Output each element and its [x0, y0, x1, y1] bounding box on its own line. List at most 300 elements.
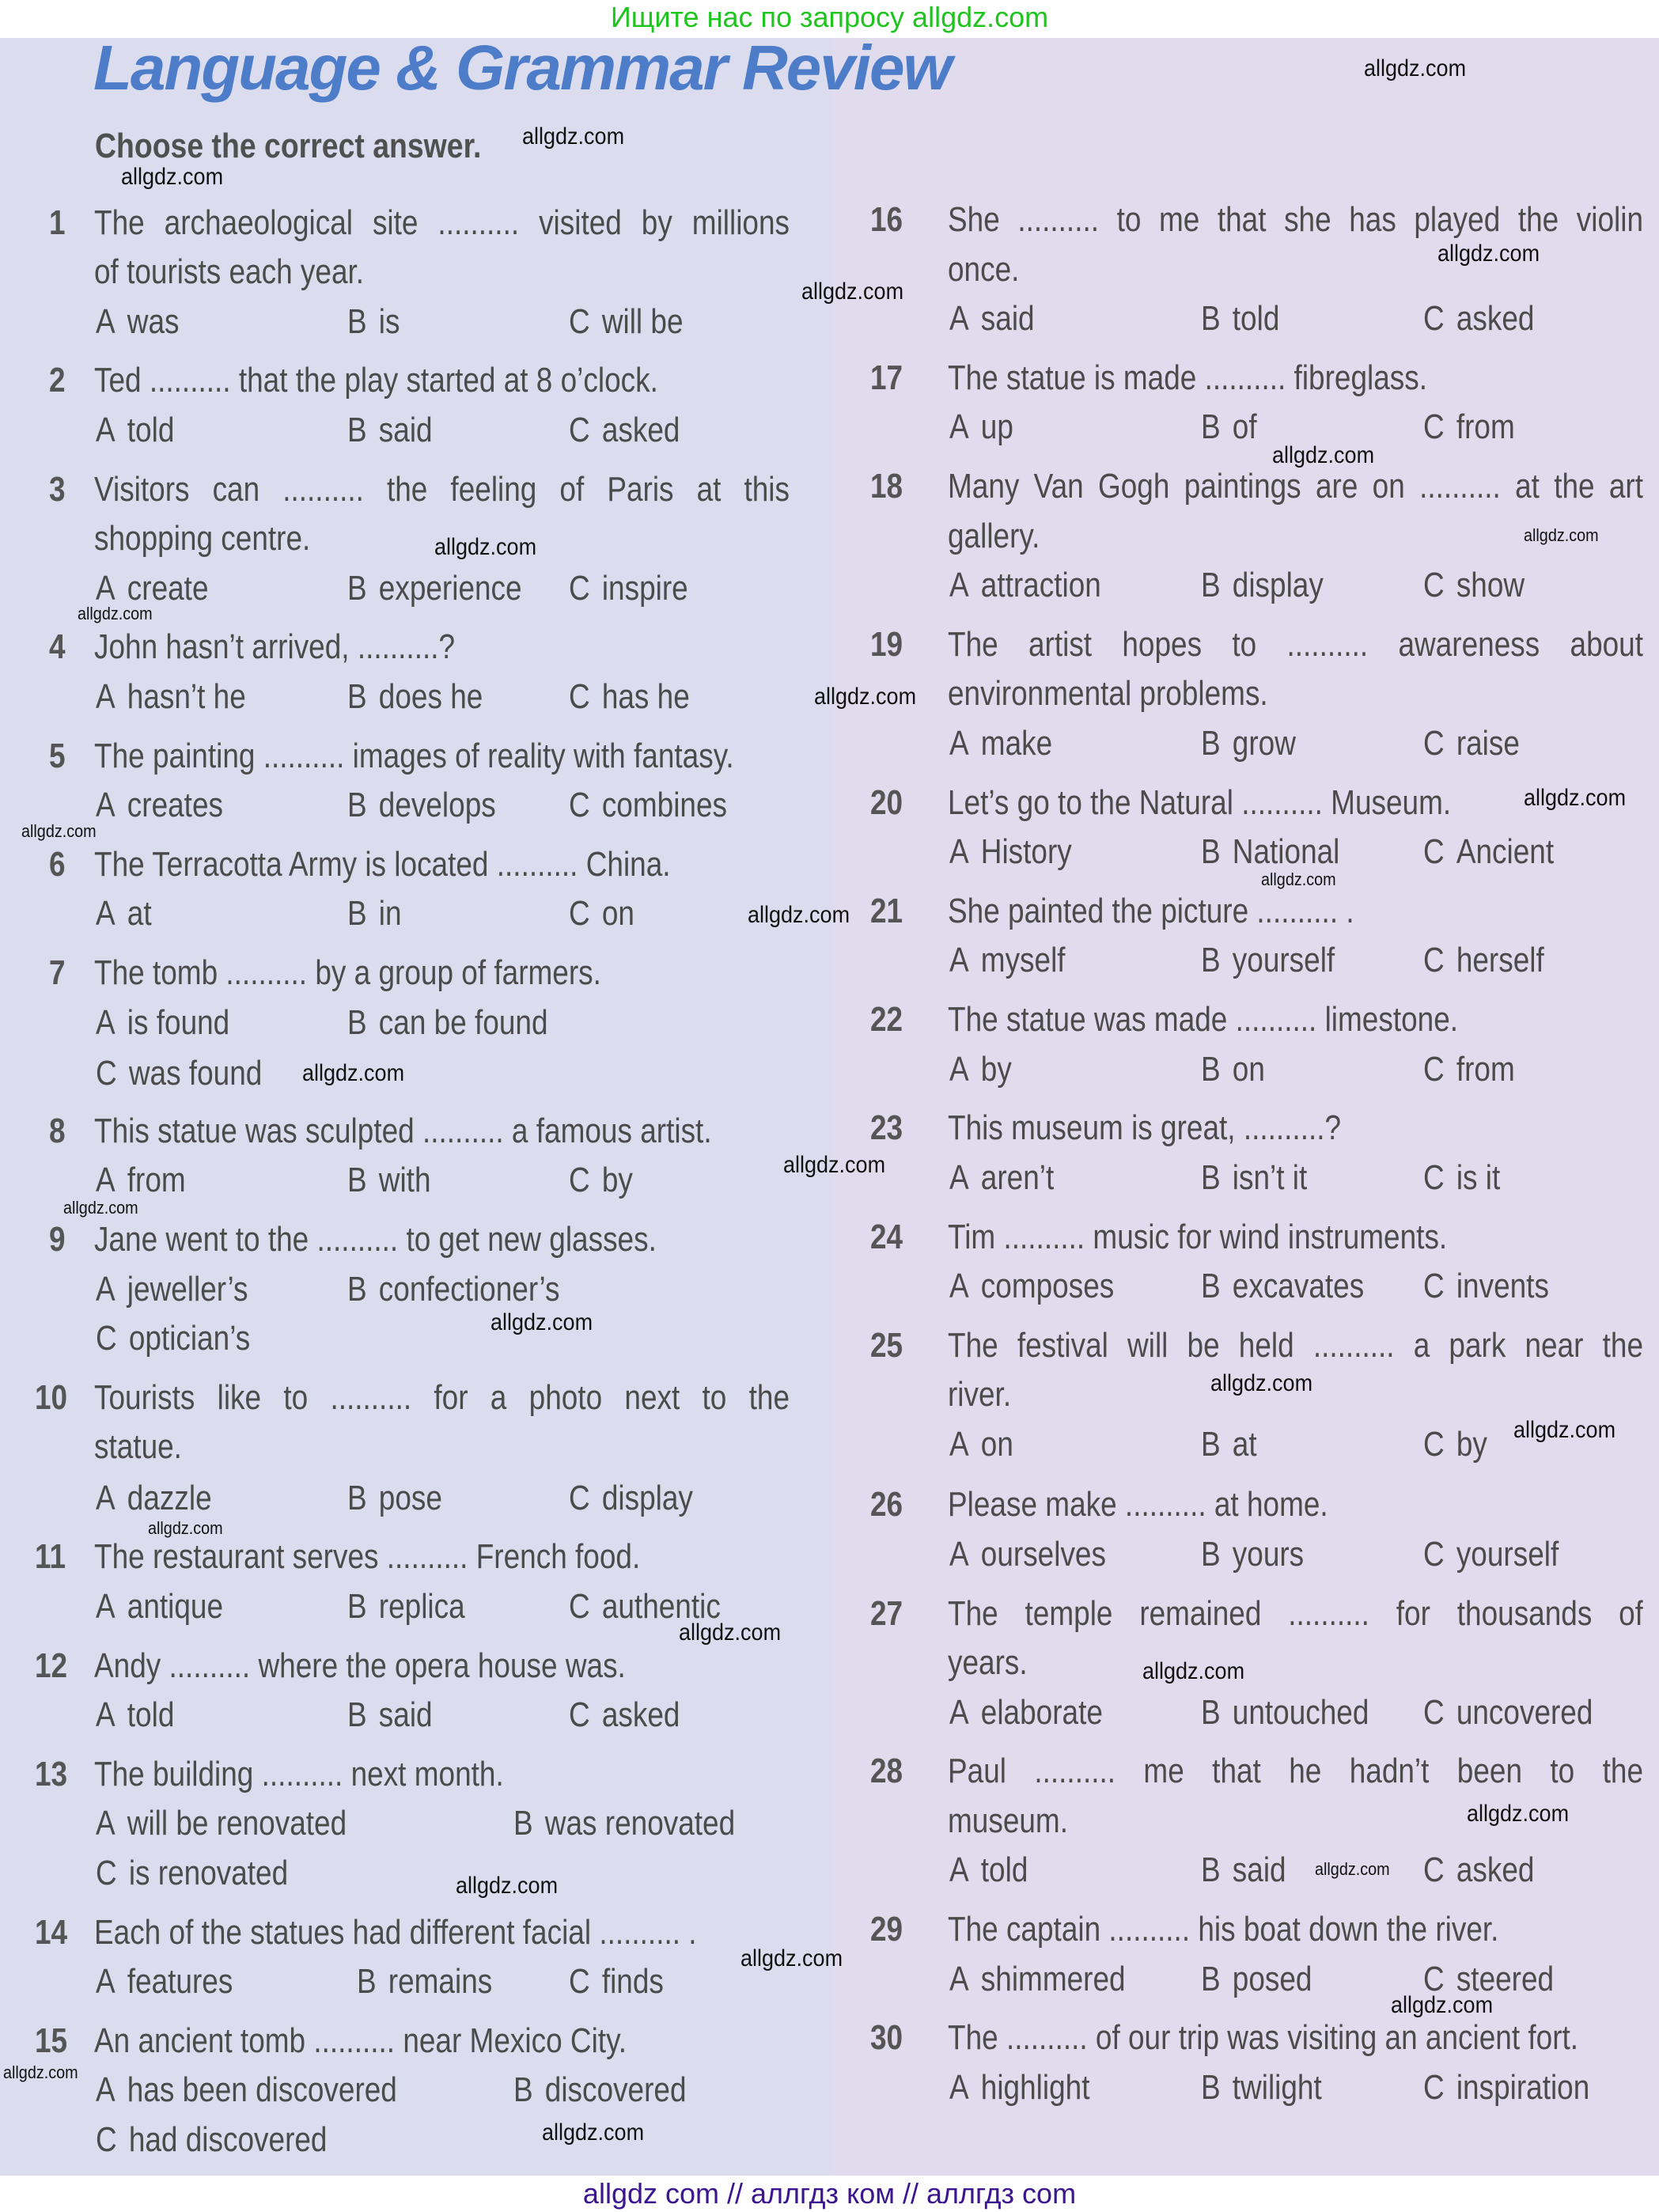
option-letter: A: [96, 1695, 116, 1735]
option-letter: C: [1423, 298, 1445, 338]
option-c[interactable]: [569, 1962, 664, 2002]
option-a[interactable]: [96, 569, 209, 608]
option-text: develops: [378, 786, 496, 825]
option-text: asked: [601, 410, 680, 449]
option-letter: A: [949, 1424, 969, 1464]
option-letter: C: [96, 1053, 118, 1093]
option-letter: C: [1423, 941, 1445, 980]
watermark: allgdz.com: [1261, 869, 1336, 889]
option-letter: B: [513, 1804, 533, 1843]
question-number: 29: [869, 1910, 903, 1949]
option-c[interactable]: [1423, 407, 1515, 447]
option-a[interactable]: [949, 832, 1072, 872]
option-a[interactable]: [96, 677, 246, 717]
option-a[interactable]: [949, 1267, 1114, 1306]
option-a[interactable]: [949, 724, 1052, 763]
option-b[interactable]: [1201, 566, 1324, 605]
option-a[interactable]: [96, 1804, 347, 1843]
question-number: 15: [35, 2021, 68, 2060]
option-b[interactable]: [1201, 1425, 1257, 1464]
option-b[interactable]: [513, 2070, 687, 2110]
option-letter: C: [568, 676, 590, 716]
option-b[interactable]: [347, 1695, 433, 1735]
option-text: ourselves: [980, 1534, 1107, 1574]
option-text: is renovated: [129, 1853, 289, 1892]
option-letter: C: [1423, 1692, 1445, 1732]
option-a[interactable]: [949, 1693, 1103, 1733]
option-text: remains: [388, 1962, 493, 2002]
option-letter: B: [347, 1586, 367, 1626]
option-a[interactable]: [949, 1850, 1028, 1890]
option-text: inspiration: [1456, 2067, 1590, 2107]
option-letter: B: [347, 568, 367, 608]
question-number: 2: [49, 361, 66, 400]
option-c[interactable]: [1423, 1535, 1559, 1574]
option-letter: B: [347, 1161, 367, 1200]
option-text: by: [1456, 1424, 1488, 1464]
option-c[interactable]: [1423, 941, 1544, 980]
watermark: allgdz.com: [1142, 1657, 1245, 1684]
option-text: posed: [1232, 1959, 1312, 1998]
option-letter: B: [1200, 1424, 1221, 1464]
option-text: inspire: [601, 568, 688, 608]
watermark: allgdz.com: [521, 123, 624, 150]
option-c[interactable]: [1423, 724, 1520, 763]
option-a[interactable]: [949, 941, 1066, 980]
option-letter: C: [568, 1161, 590, 1200]
option-letter: C: [1423, 565, 1445, 604]
watermark: allgdz.com: [78, 604, 153, 624]
option-text: shimmered: [980, 1959, 1126, 1998]
option-text: was renovated: [545, 1804, 736, 1843]
option-letter: A: [949, 1157, 969, 1197]
option-text: excavates: [1232, 1267, 1364, 1306]
option-letter: C: [1423, 2067, 1445, 2107]
option-letter: A: [949, 1049, 969, 1089]
option-a[interactable]: [949, 1535, 1106, 1574]
option-text: said: [378, 1695, 433, 1735]
option-a[interactable]: [96, 2070, 397, 2110]
option-b[interactable]: [357, 1962, 492, 2002]
question-number: 27: [869, 1593, 903, 1633]
option-text: in: [378, 894, 402, 934]
option-text: by: [980, 1049, 1013, 1089]
option-text: hasn’t he: [127, 676, 247, 716]
question-number: 11: [35, 1537, 66, 1577]
option-c[interactable]: [96, 1854, 288, 1893]
watermark: allgdz.com: [541, 2119, 644, 2146]
question-number: 30: [869, 2018, 903, 2058]
watermark: allgdz.com: [813, 683, 916, 710]
option-letter: C: [568, 1478, 590, 1517]
question-number: 9: [49, 1220, 66, 1259]
question-number: 3: [49, 469, 66, 509]
option-letter: C: [1423, 723, 1445, 763]
option-letter: B: [1200, 723, 1221, 763]
option-b[interactable]: [1201, 1267, 1364, 1306]
option-a[interactable]: [949, 566, 1101, 605]
option-a[interactable]: [96, 1962, 233, 2002]
watermark: allgdz.com: [1523, 784, 1626, 811]
question-stem-line: Please make .......... at home.: [948, 1485, 1328, 1525]
question-number: 7: [49, 953, 66, 993]
option-b[interactable]: [347, 894, 402, 934]
question-stem-line: The tomb .......... by a group of farmers.: [94, 953, 602, 993]
option-letter: A: [949, 2067, 969, 2107]
option-letter: C: [568, 1962, 590, 2002]
option-letter: B: [357, 1962, 377, 2002]
question-stem-line: She painted the picture .......... .: [948, 891, 1354, 930]
question-stem-line: river.: [948, 1375, 1012, 1415]
option-letter: A: [96, 1002, 116, 1042]
option-text: yourself: [1232, 941, 1335, 980]
option-letter: B: [1200, 407, 1221, 447]
question-stem-line: of tourists each year.: [94, 252, 365, 292]
option-text: up: [980, 407, 1014, 447]
option-a[interactable]: [949, 1960, 1126, 1999]
option-c[interactable]: [569, 786, 727, 825]
question-stem-line: The statue is made .......... fibreglass.: [948, 358, 1428, 397]
option-text: has been discovered: [127, 2070, 398, 2110]
option-letter: C: [1423, 1157, 1445, 1197]
question-stem-line: museum.: [948, 1801, 1069, 1840]
option-a[interactable]: [96, 1003, 229, 1043]
option-text: from: [1456, 407, 1515, 447]
watermark: allgdz.com: [1437, 240, 1540, 267]
option-c[interactable]: [1423, 2068, 1589, 2108]
watermark: allgdz.com: [1210, 1369, 1312, 1396]
option-c[interactable]: [1423, 832, 1554, 872]
question-stem-line: An ancient tomb .......... near Mexico City.: [94, 2021, 627, 2060]
option-letter: C: [1423, 1424, 1445, 1464]
option-a[interactable]: [96, 411, 174, 450]
question-number: 21: [869, 891, 903, 930]
option-a[interactable]: [96, 894, 152, 934]
question-stem-line: The artist hopes to .......... awareness about: [948, 624, 1644, 664]
watermark: allgdz.com: [801, 278, 903, 305]
option-text: invents: [1456, 1267, 1550, 1306]
option-text: of: [1232, 407, 1257, 447]
option-c[interactable]: [569, 302, 684, 342]
watermark: allgdz.com: [747, 901, 850, 928]
question-stem-line: Many Van Gogh paintings are on .......... at the art: [948, 467, 1644, 506]
option-c[interactable]: [569, 1479, 693, 1518]
top-banner: Ищите нас по запросу allgdz.com: [0, 0, 1659, 38]
option-a[interactable]: [96, 786, 223, 825]
option-a[interactable]: [96, 1270, 248, 1309]
option-a[interactable]: [949, 407, 1013, 447]
option-b[interactable]: [1201, 299, 1279, 339]
watermark: allgdz.com: [1272, 441, 1375, 468]
option-text: make: [980, 723, 1053, 763]
option-b[interactable]: [347, 677, 483, 717]
option-text: told: [980, 1850, 1028, 1890]
question-stem-line: environmental problems.: [948, 674, 1268, 714]
option-a[interactable]: [96, 1695, 174, 1735]
watermark: allgdz.com: [740, 1945, 843, 1972]
option-letter: B: [1200, 565, 1221, 604]
question-stem-line: The temple remained .......... for thousands of: [948, 1593, 1644, 1633]
option-b[interactable]: [347, 569, 522, 608]
option-text: discovered: [545, 2070, 687, 2110]
question-number: 19: [869, 624, 903, 664]
question-stem-line: The building .......... next month.: [94, 1755, 505, 1793]
option-c[interactable]: [1423, 1158, 1500, 1198]
option-letter: A: [96, 1161, 116, 1200]
option-c[interactable]: [569, 677, 690, 717]
option-letter: A: [949, 1850, 969, 1890]
question-stem-line: The restaurant serves .......... French food.: [94, 1537, 641, 1577]
question-number: 14: [35, 1912, 68, 1952]
option-b[interactable]: [347, 302, 400, 342]
option-c[interactable]: [96, 2120, 327, 2160]
option-b[interactable]: [1201, 1050, 1265, 1089]
option-b[interactable]: [1201, 1693, 1369, 1733]
question-number: 26: [869, 1485, 903, 1525]
question-stem-line: Tim .......... music for wind instruments.: [948, 1217, 1448, 1256]
option-letter: A: [96, 786, 116, 825]
option-letter: C: [1423, 1534, 1445, 1574]
option-letter: A: [96, 1586, 116, 1626]
option-text: from: [127, 1161, 187, 1200]
option-letter: C: [568, 1695, 590, 1735]
option-text: is: [378, 301, 400, 341]
option-c[interactable]: [1423, 1850, 1534, 1890]
option-b[interactable]: [347, 786, 496, 825]
option-c[interactable]: [569, 411, 680, 450]
option-text: steered: [1456, 1959, 1555, 1998]
option-c[interactable]: [569, 1695, 680, 1735]
option-b[interactable]: [1201, 832, 1339, 872]
option-b[interactable]: [1201, 1158, 1307, 1198]
option-b[interactable]: [347, 1003, 548, 1043]
option-text: on: [980, 1424, 1014, 1464]
option-letter: C: [568, 410, 590, 449]
option-text: said: [1232, 1850, 1286, 1890]
option-text: asked: [601, 1695, 680, 1735]
question-stem-line: This museum is great, ..........?: [948, 1108, 1342, 1148]
question-stem-line: The festival will be held .......... a park near the: [948, 1325, 1644, 1365]
option-b[interactable]: [513, 1804, 735, 1843]
option-letter: B: [1200, 941, 1221, 980]
option-b[interactable]: [1201, 1960, 1312, 1999]
option-letter: C: [1423, 1267, 1445, 1306]
option-text: pose: [378, 1478, 442, 1517]
option-text: told: [127, 410, 175, 449]
question-stem-line: The .......... of our trip was visiting an ancient fort.: [948, 2018, 1579, 2058]
question-stem-line: once.: [948, 249, 1020, 289]
option-b[interactable]: [347, 1479, 442, 1518]
question-stem-line: Jane went to the .......... to get new glasses.: [94, 1220, 657, 1259]
option-text: told: [127, 1695, 175, 1735]
option-text: National: [1232, 831, 1339, 871]
option-letter: C: [568, 301, 590, 341]
option-b[interactable]: [1201, 1535, 1304, 1574]
option-a[interactable]: [949, 299, 1035, 339]
option-letter: B: [1200, 1959, 1221, 1998]
option-text: at: [1232, 1424, 1257, 1464]
option-text: by: [601, 1161, 633, 1200]
option-text: elaborate: [980, 1692, 1104, 1732]
option-letter: A: [949, 565, 969, 604]
option-letter: A: [96, 1962, 116, 2002]
option-a[interactable]: [96, 1161, 186, 1200]
option-c[interactable]: [569, 894, 634, 934]
option-letter: B: [1200, 298, 1221, 338]
bottom-banner: allgdz com // аллгдз ком // аллгдз com: [0, 2176, 1659, 2212]
watermark: allgdz.com: [434, 533, 537, 560]
option-text: herself: [1456, 941, 1545, 980]
option-letter: B: [1200, 1692, 1221, 1732]
option-c[interactable]: [1423, 566, 1525, 605]
watermark: allgdz.com: [1513, 1416, 1616, 1443]
option-text: isn’t it: [1232, 1157, 1307, 1197]
option-letter: B: [1200, 831, 1221, 871]
option-c[interactable]: [1423, 1050, 1515, 1089]
option-text: with: [378, 1161, 431, 1200]
option-letter: B: [1200, 1267, 1221, 1306]
option-letter: A: [949, 1534, 969, 1574]
option-letter: A: [949, 298, 969, 338]
option-letter: A: [96, 568, 116, 608]
option-b[interactable]: [347, 411, 433, 450]
option-text: yourself: [1456, 1534, 1559, 1574]
option-a[interactable]: [949, 1158, 1054, 1198]
option-c[interactable]: [96, 1319, 250, 1358]
option-c[interactable]: [96, 1054, 262, 1093]
option-letter: A: [949, 1959, 969, 1998]
option-letter: A: [949, 723, 969, 763]
option-letter: A: [949, 1267, 969, 1306]
option-a[interactable]: [96, 1479, 212, 1518]
option-a[interactable]: [96, 302, 180, 342]
option-text: untouched: [1232, 1692, 1369, 1732]
option-text: create: [127, 568, 209, 608]
question-stem-line: The captain .......... his boat down the river.: [948, 1910, 1499, 1949]
option-text: yours: [1232, 1534, 1304, 1574]
option-text: authentic: [601, 1586, 721, 1626]
option-a[interactable]: [949, 2068, 1089, 2108]
option-text: combines: [601, 786, 727, 825]
option-text: twilight: [1232, 2067, 1322, 2107]
option-letter: A: [949, 941, 969, 980]
option-text: replica: [378, 1586, 465, 1626]
question-stem-line: gallery.: [948, 516, 1040, 555]
watermark: allgdz.com: [148, 1517, 223, 1538]
option-c[interactable]: [1423, 1267, 1549, 1306]
option-text: raise: [1456, 723, 1521, 763]
option-letter: B: [347, 676, 367, 716]
question-stem-line: Andy .......... where the opera house was.: [94, 1646, 627, 1685]
option-letter: C: [96, 1319, 118, 1358]
option-text: display: [1232, 565, 1324, 604]
option-text: dazzle: [127, 1478, 213, 1517]
question-number: 22: [869, 1000, 903, 1040]
option-c[interactable]: [569, 1161, 633, 1200]
option-text: was: [127, 301, 180, 341]
option-letter: A: [949, 831, 969, 871]
option-text: at: [127, 894, 153, 934]
option-b[interactable]: [1201, 407, 1257, 447]
question-stem-line: She .......... to me that she has played the violin: [948, 200, 1644, 240]
question-number: 24: [869, 1217, 903, 1256]
option-text: Ancient: [1456, 831, 1555, 871]
option-text: on: [1232, 1049, 1265, 1089]
option-letter: B: [347, 894, 367, 934]
option-a[interactable]: [949, 1050, 1012, 1089]
option-letter: B: [347, 786, 367, 825]
question-number: 17: [869, 358, 903, 397]
option-b[interactable]: [347, 1270, 560, 1309]
option-letter: C: [96, 1853, 118, 1892]
option-text: told: [1232, 298, 1279, 338]
option-text: composes: [980, 1267, 1115, 1306]
question-number: 4: [49, 627, 66, 667]
option-letter: A: [96, 2070, 116, 2110]
question-stem-line: shopping centre.: [94, 519, 311, 559]
question-stem-line: Visitors can .......... the feeling of Paris at this: [94, 469, 790, 509]
exercise-instruction: Choose the correct answer.: [95, 127, 482, 165]
option-text: experience: [378, 568, 522, 608]
option-letter: C: [1423, 407, 1445, 447]
option-letter: C: [568, 894, 590, 934]
option-a[interactable]: [96, 1587, 223, 1627]
option-letter: B: [1200, 1157, 1221, 1197]
watermark: allgdz.com: [455, 1872, 558, 1899]
question-stem-line: The Terracotta Army is located .......... China.: [94, 844, 672, 884]
watermark: allgdz.com: [1391, 1992, 1494, 2019]
option-text: grow: [1232, 723, 1296, 763]
option-c[interactable]: [569, 569, 688, 608]
option-letter: A: [96, 1804, 116, 1843]
watermark: allgdz.com: [678, 1619, 781, 1646]
option-text: said: [980, 298, 1035, 338]
option-b[interactable]: [1201, 941, 1335, 980]
question-number: 18: [869, 467, 903, 506]
watermark: allgdz.com: [2, 2062, 78, 2082]
option-b[interactable]: [1201, 2068, 1322, 2108]
option-c[interactable]: [1423, 1693, 1593, 1733]
watermark: allgdz.com: [1467, 1800, 1570, 1827]
option-text: creates: [127, 786, 224, 825]
question-number: 23: [869, 1108, 903, 1148]
question-stem-line: The statue was made .......... limestone.: [948, 1000, 1459, 1040]
watermark: allgdz.com: [21, 820, 97, 841]
watermark: allgdz.com: [1523, 525, 1599, 545]
option-b[interactable]: [347, 1161, 431, 1200]
option-text: will be: [601, 301, 684, 341]
watermark: allgdz.com: [63, 1198, 138, 1218]
question-stem-line: Tourists like to .......... for a photo next to the: [94, 1377, 790, 1417]
option-a[interactable]: [949, 1425, 1013, 1464]
option-letter: C: [568, 568, 590, 608]
option-letter: C: [1423, 831, 1445, 871]
option-text: myself: [980, 941, 1066, 980]
option-b[interactable]: [1201, 724, 1296, 763]
option-c[interactable]: [1423, 299, 1534, 339]
option-letter: B: [347, 1478, 367, 1517]
question-number: 25: [869, 1325, 903, 1365]
question-stem-line: Let’s go to the Natural .......... Museum.: [948, 782, 1452, 822]
question-number: 12: [35, 1646, 68, 1685]
option-b[interactable]: [347, 1587, 465, 1627]
question-number: 8: [49, 1111, 66, 1150]
option-letter: C: [568, 786, 590, 825]
question-number: 20: [869, 782, 903, 822]
option-letter: A: [96, 894, 116, 934]
option-b[interactable]: [1201, 1850, 1286, 1890]
option-c[interactable]: [1423, 1425, 1487, 1464]
